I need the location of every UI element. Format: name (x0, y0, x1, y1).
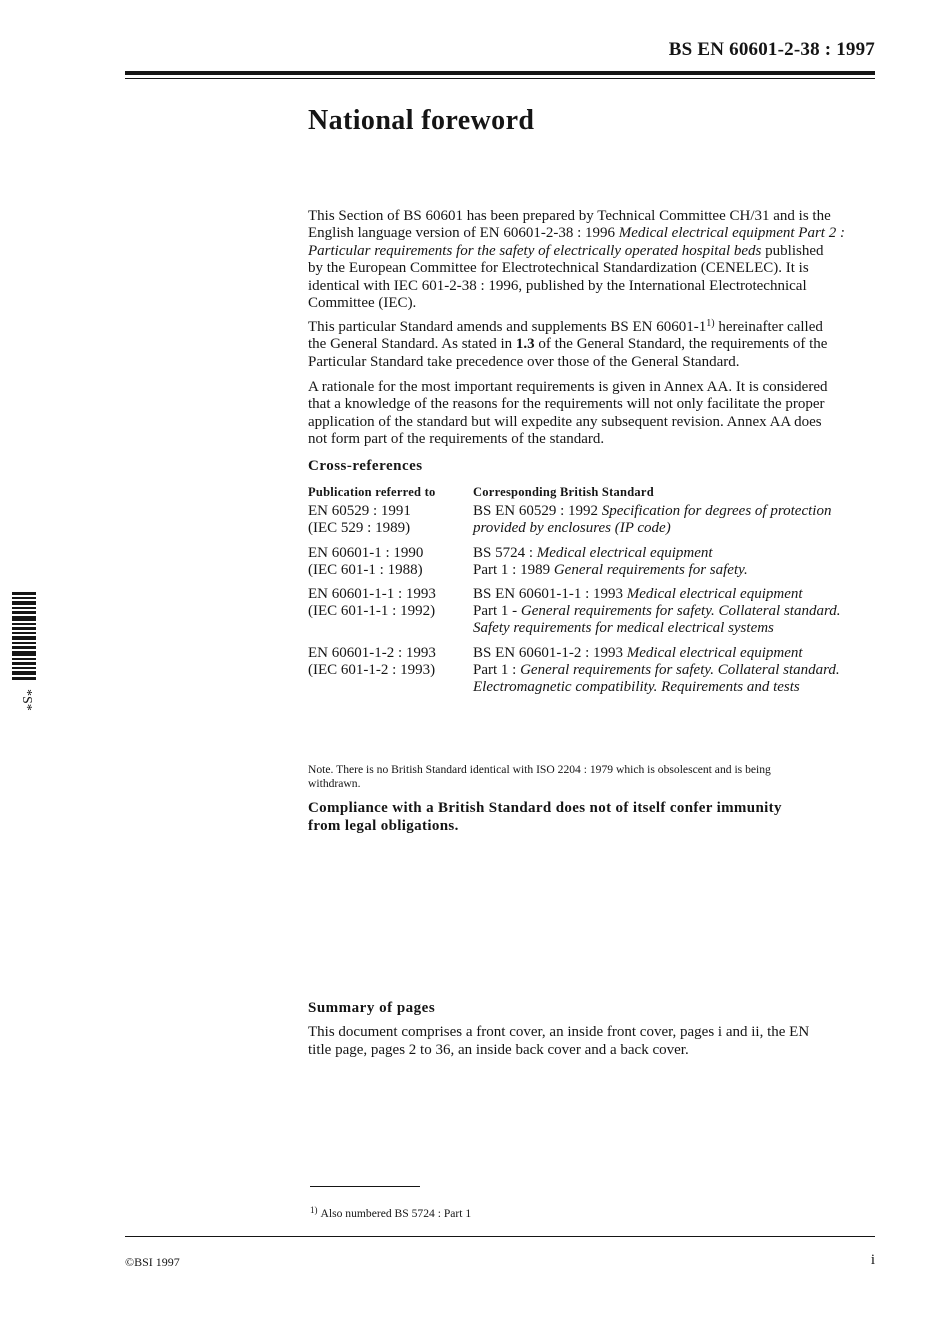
text-line (473, 679, 840, 696)
text-line (308, 763, 771, 777)
text-run: that a knowledge of the reasons for the requirements will not only facilitate the proper (308, 396, 825, 413)
margin-code: *S* (19, 689, 34, 711)
text-line (473, 503, 831, 520)
foreword-paragraph-1 (308, 208, 845, 312)
text-run: This particular Standard amends and supplements BS EN 60601-1 (308, 319, 707, 335)
footnote-rule (310, 1186, 420, 1187)
text-run: Compliance with a British Standard does not of itself confer immunity (308, 800, 782, 816)
text-run: (IEC 529 : 1989) (308, 520, 411, 537)
publication-title: Particular requirements for the safety of electrically operated hospital beds (308, 242, 762, 259)
publication-title: Medical electrical equipment (626, 586, 803, 602)
text-run: not form part of the requirements of the standard. (308, 431, 605, 448)
text-line (473, 520, 831, 537)
publication-title: Specification for degrees of protection (601, 503, 832, 519)
footnote-text: Also numbered BS 5724 : Part 1 (320, 1207, 472, 1220)
publication-title: Medical electrical equipment Part 2 : (618, 225, 845, 242)
publication-cell (308, 645, 436, 679)
text-line (308, 260, 845, 277)
text-run: English language version of EN 60601-2-38 : 1996 (308, 225, 619, 242)
text-run: Committee (IEC). (308, 294, 417, 311)
text-line (473, 645, 840, 662)
text-run: title page, pages 2 to 36, an inside back cover and a back cover. (308, 1041, 689, 1058)
text-run: withdrawn. (308, 777, 361, 791)
text-line (308, 431, 827, 448)
page-title: National foreword (308, 105, 535, 136)
foreword-paragraph-2 (308, 319, 827, 371)
text-line (308, 645, 436, 662)
text-run: from legal obligations. (308, 818, 459, 834)
text-line (308, 414, 827, 431)
text-line (308, 1024, 809, 1042)
text-line (308, 243, 845, 260)
text-run: Part 1 : (473, 662, 521, 679)
text-line (308, 562, 423, 579)
header-rule-thick (125, 71, 875, 75)
header-rule-thin (125, 78, 875, 79)
column-header-publication: Publication referred to (308, 485, 436, 499)
table-row (308, 645, 878, 699)
publication-title: provided by enclosures (IP code) (473, 520, 671, 537)
text-line (308, 603, 436, 620)
text-line (308, 208, 845, 225)
publication-title: Electromagnetic compatibility. Requirements and tests (473, 679, 800, 696)
text-run: (IEC 601-1-1 : 1992) (308, 603, 436, 620)
footnote (310, 1207, 471, 1221)
publication-title: Medical electrical equipment (536, 545, 713, 561)
publication-cell (308, 503, 411, 537)
text-run: EN 60601-1 : 1990 (308, 545, 424, 561)
document-number: BS EN 60601-2-38 : 1997 (668, 39, 875, 60)
text-run: (IEC 601-1-2 : 1993) (308, 662, 436, 679)
text-line (308, 319, 827, 336)
text-run: (IEC 601-1 : 1988) (308, 562, 423, 579)
clause-reference: 1.3 (515, 336, 535, 353)
publication-cell (308, 545, 423, 579)
text-run: EN 60601-1-1 : 1993 (308, 586, 436, 602)
british-standard-cell (473, 645, 840, 697)
summary-text (308, 1024, 809, 1059)
text-line (308, 379, 827, 396)
footnote-marker: 1) (310, 1205, 318, 1215)
text-run: by the European Committee for Electrotechnical Standardization (CENELEC). It is (308, 260, 809, 277)
publication-title: Medical electrical equipment (626, 645, 803, 661)
text-run: This document comprises a front cover, an inside front cover, pages i and ii, the EN (308, 1024, 810, 1040)
text-run: Part 1 : 1989 (473, 562, 554, 579)
british-standard-cell (473, 586, 841, 638)
barcode (12, 592, 36, 684)
text-line (308, 503, 411, 520)
text-line (308, 1042, 809, 1060)
text-run: BS EN 60601-1-2 : 1993 (473, 645, 627, 661)
text-run: Part 1 - (473, 603, 521, 620)
text-run: Particular Standard take precedence over those of the General Standard. (308, 353, 740, 370)
text-run: EN 60529 : 1991 (308, 503, 411, 519)
text-line (308, 354, 827, 371)
text-line (308, 295, 845, 312)
note (308, 763, 771, 792)
text-line (308, 662, 436, 679)
text-line (473, 586, 841, 603)
text-run: BS EN 60529 : 1992 (473, 503, 602, 519)
foreword-paragraph-3 (308, 379, 827, 449)
text-run: hereinafter called (714, 319, 823, 335)
text-line (473, 545, 748, 562)
text-line (473, 603, 841, 620)
publication-cell (308, 586, 436, 620)
footnote-reference-marker: 1) (706, 318, 715, 329)
british-standard-cell (473, 503, 831, 537)
text-run: A rationale for the most important requirements is given in Annex AA. It is considered (308, 379, 828, 395)
text-line (308, 545, 423, 562)
text-line (308, 799, 782, 817)
copyright: ©BSI 1997 (125, 1255, 180, 1269)
text-run: Note. There is no British Standard identical with ISO 2204 : 1979 which is obsolescent and is being (308, 763, 771, 776)
text-run: of the General Standard, the requirements of the (534, 336, 828, 353)
footer-rule (125, 1236, 875, 1237)
text-line (308, 278, 845, 295)
text-line (473, 620, 841, 637)
text-line (473, 662, 840, 679)
text-run: identical with IEC 601-2-38 : 1996, published by the International Electrotechnical (308, 277, 807, 294)
text-line (308, 396, 827, 413)
text-run: the General Standard. As stated in (308, 336, 516, 353)
column-header-british-standard: Corresponding British Standard (473, 485, 654, 499)
publication-title: Safety requirements for medical electrical systems (473, 620, 774, 637)
british-standard-cell (473, 545, 748, 579)
text-line (473, 562, 748, 579)
cross-references-table-header (308, 484, 878, 500)
text-run: BS 5724 : (473, 545, 537, 561)
text-run: BS EN 60601-1-1 : 1993 (473, 586, 627, 602)
text-line (308, 817, 782, 835)
page-number: i (870, 1252, 875, 1268)
text-run: EN 60601-1-2 : 1993 (308, 645, 436, 661)
text-line (308, 225, 845, 242)
text-line (308, 777, 771, 791)
cross-references-heading: Cross-references (308, 458, 423, 474)
publication-title: General requirements for safety. Collateral standard. (520, 662, 840, 679)
text-line (308, 520, 411, 537)
text-line (308, 336, 827, 353)
table-row (308, 586, 878, 640)
publication-title: General requirements for safety. (553, 562, 748, 579)
text-run: This Section of BS 60601 has been prepared by Technical Committee CH/31 and is the (308, 208, 831, 224)
summary-heading: Summary of pages (308, 1000, 436, 1016)
text-line (308, 586, 436, 603)
text-run: published (761, 242, 824, 259)
text-run: application of the standard but will expedite any subsequent revision. Annex AA does (308, 413, 822, 430)
publication-title: General requirements for safety. Collateral standard. (520, 603, 841, 620)
compliance-statement (308, 799, 782, 835)
